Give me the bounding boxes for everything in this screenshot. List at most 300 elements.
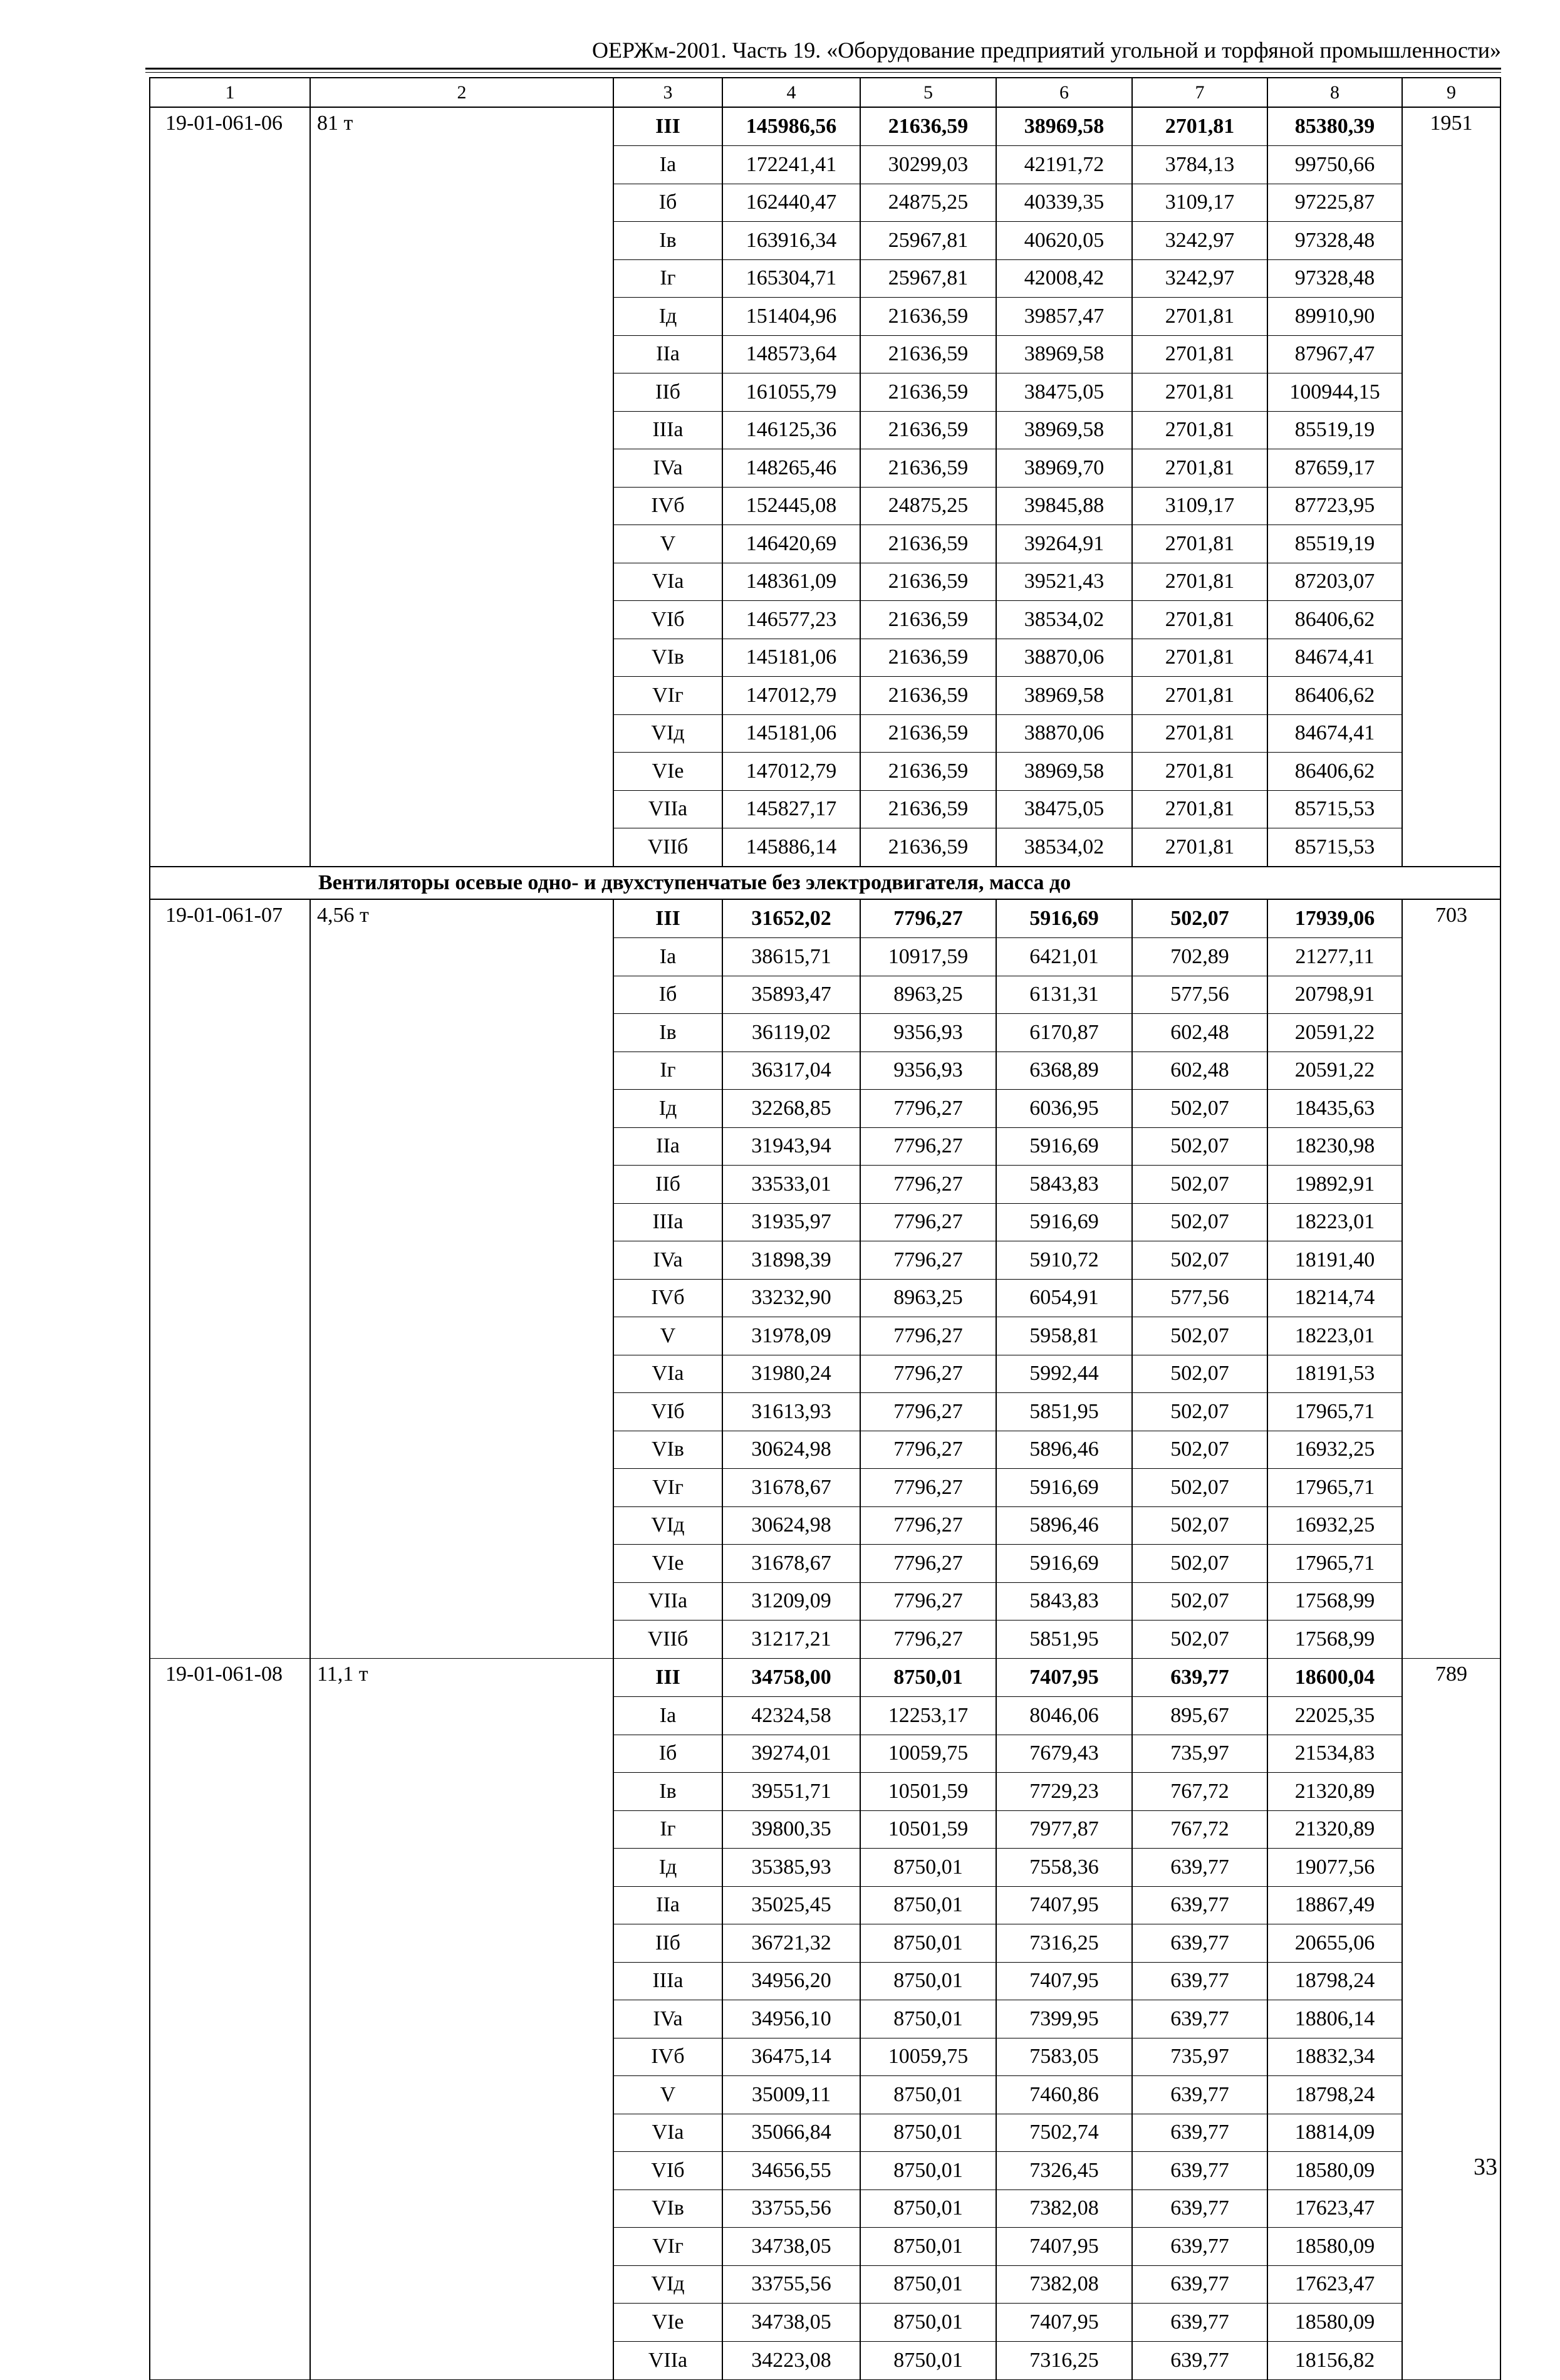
value-cell: 702,89 <box>1132 938 1267 976</box>
value-cell: 9356,93 <box>860 1052 996 1090</box>
table-row <box>150 1506 1500 1545</box>
mass-cell <box>310 184 613 222</box>
value-cell: 8750,01 <box>860 2152 996 2190</box>
table-row <box>150 1697 1500 1735</box>
labor-cost-cell <box>1402 1545 1500 1583</box>
mass-cell <box>310 298 613 336</box>
labor-cost-cell <box>1402 335 1500 373</box>
region-cell: VIд <box>613 2265 722 2304</box>
table-row <box>150 1735 1500 1773</box>
value-cell: 5851,95 <box>996 1393 1132 1431</box>
table-row <box>150 790 1500 828</box>
table-row <box>150 1924 1500 1963</box>
value-cell: 34956,20 <box>722 1962 860 2000</box>
rate-code-cell <box>150 1545 310 1583</box>
region-cell: VIa <box>613 563 722 601</box>
value-cell: 21277,11 <box>1267 938 1402 976</box>
value-cell: 99750,66 <box>1267 146 1402 184</box>
labor-cost-cell <box>1402 487 1500 525</box>
value-cell: 97225,87 <box>1267 184 1402 222</box>
mass-cell <box>310 1166 613 1204</box>
value-cell: 145181,06 <box>722 714 860 753</box>
rate-code-cell <box>150 1810 310 1849</box>
value-cell: 146420,69 <box>722 525 860 563</box>
value-cell: 87203,07 <box>1267 563 1402 601</box>
value-cell: 18435,63 <box>1267 1090 1402 1128</box>
value-cell: 42324,58 <box>722 1697 860 1735</box>
value-cell: 147012,79 <box>722 753 860 791</box>
value-cell: 6131,31 <box>996 976 1132 1014</box>
table-row <box>150 2341 1500 2379</box>
value-cell: 40339,35 <box>996 184 1132 222</box>
region-cell: Iг <box>613 1810 722 1849</box>
rate-code-cell <box>150 373 310 412</box>
mass-cell <box>310 601 613 639</box>
value-cell: 502,07 <box>1132 1355 1267 1393</box>
labor-cost-cell <box>1402 639 1500 677</box>
region-cell: IVб <box>613 1279 722 1317</box>
value-cell: 502,07 <box>1132 1431 1267 1469</box>
value-cell: 2701,81 <box>1132 639 1267 677</box>
value-cell: 36475,14 <box>722 2038 860 2076</box>
rate-code-cell <box>150 1127 310 1166</box>
region-cell: IVa <box>613 1241 722 1280</box>
value-cell: 34656,55 <box>722 2152 860 2190</box>
value-cell: 7796,27 <box>860 899 996 938</box>
value-cell: 17623,47 <box>1267 2189 1402 2228</box>
rate-code-cell <box>150 2038 310 2076</box>
value-cell: 7407,95 <box>996 2228 1132 2266</box>
mass-cell <box>310 1924 613 1963</box>
value-cell: 87967,47 <box>1267 335 1402 373</box>
rate-code-cell <box>150 335 310 373</box>
value-cell: 18191,53 <box>1267 1355 1402 1393</box>
mass-cell <box>310 1810 613 1849</box>
value-cell: 21636,59 <box>860 411 996 449</box>
table-row <box>150 487 1500 525</box>
value-cell: 5916,69 <box>996 1127 1132 1166</box>
value-cell: 85380,39 <box>1267 107 1402 146</box>
value-cell: 7796,27 <box>860 1355 996 1393</box>
value-cell: 6036,95 <box>996 1090 1132 1128</box>
value-cell: 39845,88 <box>996 487 1132 525</box>
mass-cell <box>310 1014 613 1052</box>
value-cell: 3242,97 <box>1132 259 1267 298</box>
rate-code-cell <box>150 1582 310 1621</box>
labor-cost-cell <box>1402 1166 1500 1204</box>
value-cell: 639,77 <box>1132 2000 1267 2038</box>
value-cell: 639,77 <box>1132 1849 1267 1887</box>
rate-code-cell <box>150 1849 310 1887</box>
value-cell: 17568,99 <box>1267 1621 1402 1659</box>
rate-code-cell <box>150 2304 310 2342</box>
column-number: 9 <box>1402 78 1500 107</box>
mass-cell <box>310 790 613 828</box>
rate-code-cell <box>150 563 310 601</box>
value-cell: 21636,59 <box>860 298 996 336</box>
labor-cost-cell <box>1402 1203 1500 1241</box>
labor-cost-cell <box>1402 259 1500 298</box>
value-cell: 162440,47 <box>722 184 860 222</box>
table-row <box>150 2228 1500 2266</box>
rate-code-cell <box>150 677 310 715</box>
value-cell: 21636,59 <box>860 563 996 601</box>
value-cell: 7382,08 <box>996 2265 1132 2304</box>
value-cell: 38969,58 <box>996 677 1132 715</box>
mass-cell <box>310 1697 613 1735</box>
page-number: 33 <box>1474 2154 1497 2180</box>
value-cell: 20655,06 <box>1267 1924 1402 1963</box>
rate-code-cell <box>150 753 310 791</box>
labor-cost-cell <box>1402 2038 1500 2076</box>
value-cell: 31678,67 <box>722 1545 860 1583</box>
value-cell: 2701,81 <box>1132 563 1267 601</box>
mass-cell <box>310 1849 613 1887</box>
table-row <box>150 1469 1500 1507</box>
mass-cell <box>310 2076 613 2114</box>
table-row <box>150 1393 1500 1431</box>
rate-code-cell <box>150 1241 310 1280</box>
region-cell: Iб <box>613 1735 722 1773</box>
labor-cost-cell <box>1402 1279 1500 1317</box>
value-cell: 85715,53 <box>1267 828 1402 867</box>
value-cell: 639,77 <box>1132 2228 1267 2266</box>
value-cell: 3109,17 <box>1132 487 1267 525</box>
value-cell: 34738,05 <box>722 2228 860 2266</box>
value-cell: 31209,09 <box>722 1582 860 1621</box>
value-cell: 84674,41 <box>1267 714 1402 753</box>
rate-code-cell <box>150 1735 310 1773</box>
value-cell: 42191,72 <box>996 146 1132 184</box>
value-cell: 38969,58 <box>996 335 1132 373</box>
value-cell: 21636,59 <box>860 525 996 563</box>
value-cell: 735,97 <box>1132 1735 1267 1773</box>
value-cell: 38615,71 <box>722 938 860 976</box>
region-cell: IVб <box>613 487 722 525</box>
rate-code-cell <box>150 601 310 639</box>
value-cell: 502,07 <box>1132 1090 1267 1128</box>
table-row <box>150 753 1500 791</box>
mass-cell <box>310 2228 613 2266</box>
value-cell: 39551,71 <box>722 1773 860 1811</box>
table-row <box>150 1355 1500 1393</box>
labor-cost-cell <box>1402 1849 1500 1887</box>
labor-cost-cell <box>1402 184 1500 222</box>
rate-code-cell <box>150 1317 310 1355</box>
region-cell: III <box>613 1659 722 1697</box>
mass-cell: 4,56 т <box>310 899 613 938</box>
value-cell: 7796,27 <box>860 1090 996 1128</box>
value-cell: 86406,62 <box>1267 677 1402 715</box>
rate-code-cell <box>150 2114 310 2152</box>
mass-cell <box>310 677 613 715</box>
value-cell: 21636,59 <box>860 639 996 677</box>
value-cell: 21534,83 <box>1267 1735 1402 1773</box>
labor-cost-cell <box>1402 1127 1500 1166</box>
value-cell: 85715,53 <box>1267 790 1402 828</box>
labor-cost-cell <box>1402 976 1500 1014</box>
value-cell: 18580,09 <box>1267 2152 1402 2190</box>
labor-cost-cell <box>1402 677 1500 715</box>
table-row <box>150 2189 1500 2228</box>
rate-code-cell <box>150 1506 310 1545</box>
mass-cell <box>310 411 613 449</box>
table-row <box>150 1090 1500 1128</box>
table-row <box>150 2038 1500 2076</box>
value-cell: 7679,43 <box>996 1735 1132 1773</box>
rate-code-cell <box>150 487 310 525</box>
value-cell: 151404,96 <box>722 298 860 336</box>
value-cell: 25967,81 <box>860 259 996 298</box>
region-cell: VIIa <box>613 1582 722 1621</box>
region-cell: IVa <box>613 449 722 488</box>
value-cell: 17939,06 <box>1267 899 1402 938</box>
value-cell: 18832,34 <box>1267 2038 1402 2076</box>
mass-cell <box>310 2341 613 2379</box>
region-cell: IVб <box>613 2038 722 2076</box>
value-cell: 7796,27 <box>860 1582 996 1621</box>
rate-code-cell <box>150 938 310 976</box>
table-row <box>150 639 1500 677</box>
value-cell: 7326,45 <box>996 2152 1132 2190</box>
table-row <box>150 938 1500 976</box>
labor-cost-cell <box>1402 1241 1500 1280</box>
region-cell: VIг <box>613 677 722 715</box>
section-heading: Вентиляторы осевые одно- и двухступенчатые без электродвигателя, масса до <box>150 867 1500 899</box>
rate-code-cell <box>150 1431 310 1469</box>
value-cell: 31978,09 <box>722 1317 860 1355</box>
value-cell: 18214,74 <box>1267 1279 1402 1317</box>
value-cell: 36119,02 <box>722 1014 860 1052</box>
value-cell: 8750,01 <box>860 2304 996 2342</box>
rate-code-cell <box>150 1052 310 1090</box>
value-cell: 7796,27 <box>860 1431 996 1469</box>
table-row <box>150 899 1500 938</box>
value-cell: 639,77 <box>1132 2189 1267 2228</box>
mass-cell: 11,1 т <box>310 1659 613 1697</box>
table-row <box>150 411 1500 449</box>
mass-cell <box>310 1582 613 1621</box>
mass-cell <box>310 373 613 412</box>
value-cell: 145986,56 <box>722 107 860 146</box>
labor-cost-cell <box>1402 146 1500 184</box>
value-cell: 8750,01 <box>860 1924 996 1963</box>
value-cell: 577,56 <box>1132 976 1267 1014</box>
rate-code-cell <box>150 1090 310 1128</box>
value-cell: 2701,81 <box>1132 525 1267 563</box>
value-cell: 5896,46 <box>996 1506 1132 1545</box>
region-cell: Iд <box>613 298 722 336</box>
region-cell: VIe <box>613 753 722 791</box>
mass-cell: 81 т <box>310 107 613 146</box>
value-cell: 7796,27 <box>860 1469 996 1507</box>
value-cell: 31943,94 <box>722 1127 860 1166</box>
value-cell: 10059,75 <box>860 1735 996 1773</box>
labor-cost-cell <box>1402 2076 1500 2114</box>
rate-code-cell <box>150 2189 310 2228</box>
labor-cost-cell <box>1402 1886 1500 1924</box>
region-cell: IIIa <box>613 411 722 449</box>
value-cell: 31652,02 <box>722 899 860 938</box>
value-cell: 5843,83 <box>996 1582 1132 1621</box>
value-cell: 767,72 <box>1132 1773 1267 1811</box>
value-cell: 18600,04 <box>1267 1659 1402 1697</box>
value-cell: 2701,81 <box>1132 335 1267 373</box>
rate-code-cell <box>150 146 310 184</box>
value-cell: 7407,95 <box>996 1962 1132 2000</box>
rate-code-cell: 19-01-061-06 <box>150 107 310 146</box>
region-cell: Iб <box>613 184 722 222</box>
column-number: 1 <box>150 78 310 107</box>
table-row <box>150 1582 1500 1621</box>
labor-cost-cell <box>1402 1621 1500 1659</box>
labor-cost-cell <box>1402 1090 1500 1128</box>
value-cell: 5851,95 <box>996 1621 1132 1659</box>
rate-code-cell <box>150 1014 310 1052</box>
value-cell: 16932,25 <box>1267 1431 1402 1469</box>
value-cell: 85519,19 <box>1267 411 1402 449</box>
value-cell: 8750,01 <box>860 2341 996 2379</box>
value-cell: 34738,05 <box>722 2304 860 2342</box>
value-cell: 145886,14 <box>722 828 860 867</box>
table-row <box>150 259 1500 298</box>
region-cell: VIв <box>613 639 722 677</box>
value-cell: 3109,17 <box>1132 184 1267 222</box>
value-cell: 2701,81 <box>1132 601 1267 639</box>
value-cell: 36721,32 <box>722 1924 860 1963</box>
region-cell: Iд <box>613 1849 722 1887</box>
table-row <box>150 298 1500 336</box>
table-row <box>150 1127 1500 1166</box>
table-row <box>150 184 1500 222</box>
table-row <box>150 1317 1500 1355</box>
table-row <box>150 1203 1500 1241</box>
rate-code-cell <box>150 1203 310 1241</box>
value-cell: 38534,02 <box>996 601 1132 639</box>
column-number: 8 <box>1267 78 1402 107</box>
region-cell: Ia <box>613 938 722 976</box>
value-cell: 145827,17 <box>722 790 860 828</box>
mass-cell <box>310 1545 613 1583</box>
table-row <box>150 1545 1500 1583</box>
region-cell: Iг <box>613 1052 722 1090</box>
value-cell: 6368,89 <box>996 1052 1132 1090</box>
region-cell: IIIa <box>613 1962 722 2000</box>
table-row <box>150 1810 1500 1849</box>
rate-code-cell <box>150 639 310 677</box>
price-table <box>149 77 1501 2380</box>
rate-code-cell <box>150 259 310 298</box>
value-cell: 147012,79 <box>722 677 860 715</box>
mass-cell <box>310 222 613 260</box>
value-cell: 18814,09 <box>1267 2114 1402 2152</box>
rate-code-cell <box>150 1355 310 1393</box>
value-cell: 502,07 <box>1132 1317 1267 1355</box>
region-cell: IIб <box>613 373 722 412</box>
table-row <box>150 976 1500 1014</box>
value-cell: 38969,70 <box>996 449 1132 488</box>
value-cell: 33533,01 <box>722 1166 860 1204</box>
region-cell: VIб <box>613 601 722 639</box>
value-cell: 8750,01 <box>860 1659 996 1697</box>
mass-cell <box>310 1052 613 1090</box>
value-cell: 8750,01 <box>860 2000 996 2038</box>
table-row <box>150 2076 1500 2114</box>
value-cell: 18580,09 <box>1267 2304 1402 2342</box>
value-cell: 33755,56 <box>722 2265 860 2304</box>
value-cell: 21636,59 <box>860 107 996 146</box>
labor-cost-cell <box>1402 1962 1500 2000</box>
table-row <box>150 373 1500 412</box>
value-cell: 10501,59 <box>860 1810 996 1849</box>
rate-code-cell <box>150 2000 310 2038</box>
table-row <box>150 601 1500 639</box>
table-row <box>150 1886 1500 1924</box>
rate-code-cell <box>150 976 310 1014</box>
column-number: 2 <box>310 78 613 107</box>
rate-code-cell <box>150 1166 310 1204</box>
value-cell: 31980,24 <box>722 1355 860 1393</box>
rate-code-cell <box>150 828 310 867</box>
table-row <box>150 677 1500 715</box>
labor-cost-cell <box>1402 411 1500 449</box>
rate-code-cell <box>150 298 310 336</box>
value-cell: 10917,59 <box>860 938 996 976</box>
value-cell: 17568,99 <box>1267 1582 1402 1621</box>
labor-cost-cell <box>1402 1735 1500 1773</box>
table-row <box>150 1166 1500 1204</box>
value-cell: 35893,47 <box>722 976 860 1014</box>
mass-cell <box>310 1469 613 1507</box>
labor-cost-cell <box>1402 525 1500 563</box>
value-cell: 18798,24 <box>1267 1962 1402 2000</box>
mass-cell <box>310 1886 613 1924</box>
value-cell: 32268,85 <box>722 1090 860 1128</box>
value-cell: 17965,71 <box>1267 1393 1402 1431</box>
region-cell: VIIб <box>613 828 722 867</box>
region-cell: V <box>613 2076 722 2114</box>
table-row <box>150 563 1500 601</box>
value-cell: 895,67 <box>1132 1697 1267 1735</box>
rate-code-cell <box>150 1621 310 1659</box>
mass-cell <box>310 714 613 753</box>
table-row <box>150 2304 1500 2342</box>
value-cell: 85519,19 <box>1267 525 1402 563</box>
page-header: ОЕРЖм-2001. Часть 19. «Оборудование предприятий угольной и торфяной промышленности» <box>591 38 1501 63</box>
value-cell: 3784,13 <box>1132 146 1267 184</box>
value-cell: 89910,90 <box>1267 298 1402 336</box>
region-cell: VIa <box>613 2114 722 2152</box>
value-cell: 172241,41 <box>722 146 860 184</box>
mass-cell <box>310 1241 613 1280</box>
mass-cell <box>310 146 613 184</box>
value-cell: 7729,23 <box>996 1773 1132 1811</box>
value-cell: 8046,06 <box>996 1697 1132 1735</box>
mass-cell <box>310 487 613 525</box>
table-row <box>150 1773 1500 1811</box>
value-cell: 12253,17 <box>860 1697 996 1735</box>
value-cell: 2701,81 <box>1132 790 1267 828</box>
value-cell: 33232,90 <box>722 1279 860 1317</box>
value-cell: 639,77 <box>1132 1962 1267 2000</box>
labor-cost-cell: 1951 <box>1402 107 1500 146</box>
value-cell: 2701,81 <box>1132 828 1267 867</box>
value-cell: 21636,59 <box>860 373 996 412</box>
labor-cost-cell <box>1402 2304 1500 2342</box>
value-cell: 8750,01 <box>860 1849 996 1887</box>
value-cell: 20591,22 <box>1267 1014 1402 1052</box>
value-cell: 21636,59 <box>860 601 996 639</box>
